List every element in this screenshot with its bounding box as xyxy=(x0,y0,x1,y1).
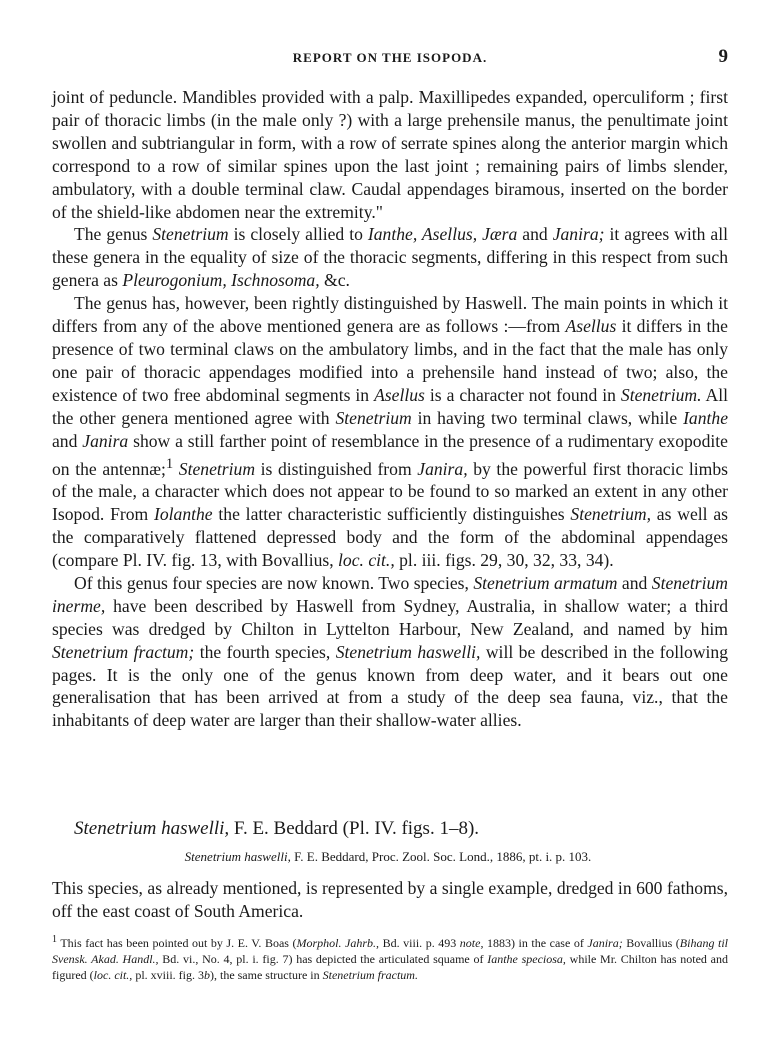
species-name: Stenetrium haswelli, xyxy=(74,818,230,839)
p3-italic-l: Janira xyxy=(82,430,129,451)
p3-italic-t: Iolanthe xyxy=(153,504,213,525)
p4-italic-f: Stenetrium fractum; xyxy=(52,641,195,662)
fn-text-a: This fact has been pointed out by J. E. V. Boas ( xyxy=(57,936,297,950)
p2-genus-stenetrium: Stenetrium xyxy=(152,224,229,245)
fn-italic-l: loc. cit., xyxy=(93,968,133,982)
p3-text-m: show a still farther point of resemblance in the presence of a rudimentary exopodite on the antennæ; xyxy=(52,430,728,479)
p3-italic-x: loc. cit., xyxy=(338,549,395,570)
p3-text-w: as well as the comparatively flattened depressed body and the form of the abdominal appendages (compare Pl. IV. fig. 13, with Bovallius, xyxy=(52,504,728,570)
paragraph-4 xyxy=(52,572,728,732)
fn-italic-f: Janira; xyxy=(587,936,623,950)
p3-text-a: The genus has, however, been rightly distinguished by Haswell. The main points in which it differs from any of the above mentioned genera are as follows :—from xyxy=(52,293,728,337)
paragraph-3 xyxy=(52,292,728,572)
p2-genera-list: Ianthe, Asellus, Jæra xyxy=(367,224,518,245)
p3-text-c: it differs in the presence of two terminal claws on the ambulatory limbs, and in the fact that the male has only one pair of thoracic appendages modified into a prehensile hand instead of two; also, the existence of two free abdominal segments in xyxy=(52,316,728,405)
p4-text-c: and xyxy=(617,572,652,593)
species-authority: F. E. Beddard (Pl. IV. figs. 1–8). xyxy=(229,818,480,839)
fn-italic-b: Morphol. Jahrb., xyxy=(296,936,380,950)
p3-text-e: is a character not found in xyxy=(424,384,621,405)
p3-italic-d: Asellus xyxy=(374,384,425,405)
p3-italic-b: Asellus xyxy=(565,316,617,337)
fn-text-c: Bd. viii. p. 493 xyxy=(379,936,460,950)
p3-italic-f: Stenetrium. xyxy=(620,384,702,405)
p3-text-s: by the powerful first thoracic limbs of the male, a character which does not appear to be found to so marked an extent in any other Isopod. From xyxy=(52,458,728,525)
fn-italic-p: Stenetrium fractum. xyxy=(322,968,418,982)
fn-italic-j: Ianthe speciosa, xyxy=(487,952,566,966)
species-description: This species, as already mentioned, is represented by a single example, dredged in 600 fathoms, off the east coast of South America. xyxy=(52,878,728,921)
p3-text-y: pl. iii. figs. 29, 30, 32, 33, 34). xyxy=(394,549,614,570)
citation-name: Stenetrium haswelli, xyxy=(184,849,291,864)
p2-text-c: is closely allied to xyxy=(228,224,368,245)
footnote xyxy=(52,932,728,983)
fn-text-o: ), the same structure in xyxy=(209,968,323,982)
fn-italic-d: note, xyxy=(459,936,484,950)
p3-text-g: All the other genera mentioned agree with xyxy=(52,384,728,428)
paragraph-2 xyxy=(52,223,728,292)
fn-text-g: Bovallius ( xyxy=(622,936,680,950)
p3-italic-v: Stenetrium, xyxy=(570,504,652,525)
footnote-ref[interactable]: 1 xyxy=(165,455,174,472)
footnote-mark: 1 xyxy=(52,934,57,945)
p3-text-q: is distinguished from xyxy=(255,458,418,479)
p3-text-i: in having two terminal claws, while xyxy=(411,407,684,428)
p4-italic-d: Stenetrium inerme, xyxy=(52,572,728,616)
fn-text-k: while Mr. Chilton has noted and figured ( xyxy=(52,952,728,982)
p4-italic-h: Stenetrium haswelli, xyxy=(335,641,481,662)
fn-text-i: Bd. vi., No. 4, pl. i. fig. 7) has depicted the articulated squame of xyxy=(158,952,488,966)
p3-italic-r: Janira, xyxy=(417,458,468,479)
p3-text-k: and xyxy=(52,430,83,451)
fn-text-e: 1883) in the case of xyxy=(483,936,588,950)
running-title: REPORT ON THE ISOPODA. xyxy=(292,50,488,65)
p4-text-i: will be described in the following pages. It is the only one of the genus known from deep water, and it bears out one generalisation that has been arrived at from a study of the deep sea fauna, viz., that the inhabitants of deep water are larger than their shallow-water allies. xyxy=(52,641,729,731)
species-heading xyxy=(74,818,479,840)
p2-genus-janira: Janira; xyxy=(552,224,605,245)
species-citation xyxy=(0,849,776,865)
citation-rest: F. E. Beddard, Proc. Zool. Soc. Lond., 1886, pt. i. p. 103. xyxy=(290,849,592,864)
p4-italic-b: Stenetrium armatum xyxy=(473,572,618,593)
p2-text-g: it agrees with all these genera in the equality of size of the thoracic segments, differing in this respect from such genera as xyxy=(52,224,729,291)
fn-text-m: pl. xviii. fig. 3 xyxy=(132,968,204,982)
paragraph-1: joint of peduncle. Mandibles provided with a palp. Maxillipedes expanded, operculiform ; first pair of thoracic limbs (in the male only ?) with a large prehensile manus, the penultimate joint swollen and subtriangular in form, with a row of serrate spines along the anterior margin which correspond to a row of similar spines upon the last joint ; remaining pairs of limbs slender, ambulatory, with a double terminal claw. Caudal appendages biramous, inserted on the border of the shield-like abdomen near the extremity." xyxy=(52,87,728,222)
body-text xyxy=(52,86,728,732)
p4-text-e: have been described by Haswell from Sydney, Australia, in shallow water; a third species was dredged by Chilton in Lyttelton Harbour, New Zealand, and named by him xyxy=(52,595,728,639)
fn-italic-h: Bihang til Svensk. Akad. Handl., xyxy=(52,936,729,966)
p2-text-i: &c. xyxy=(319,270,350,291)
p2-text-a: The genus xyxy=(74,224,153,245)
p3-italic-h: Stenetrium xyxy=(335,407,412,428)
fn-italic-n: b xyxy=(203,968,210,982)
p2-genera-compare: Pleurogonium, Ischnosoma, xyxy=(122,270,320,291)
page-header xyxy=(52,46,728,70)
p3-text-u: the latter characteristic sufficiently distinguishes xyxy=(212,504,571,525)
page-number: 9 xyxy=(718,46,728,67)
p4-text-g: the fourth species, xyxy=(194,641,336,662)
p2-text-e: and xyxy=(517,224,553,245)
p3-italic-p: Stenetrium xyxy=(178,458,256,479)
p4-text-a: Of this genus four species are now known. Two species, xyxy=(74,572,474,593)
p3-italic-j: Ianthe xyxy=(683,407,729,428)
